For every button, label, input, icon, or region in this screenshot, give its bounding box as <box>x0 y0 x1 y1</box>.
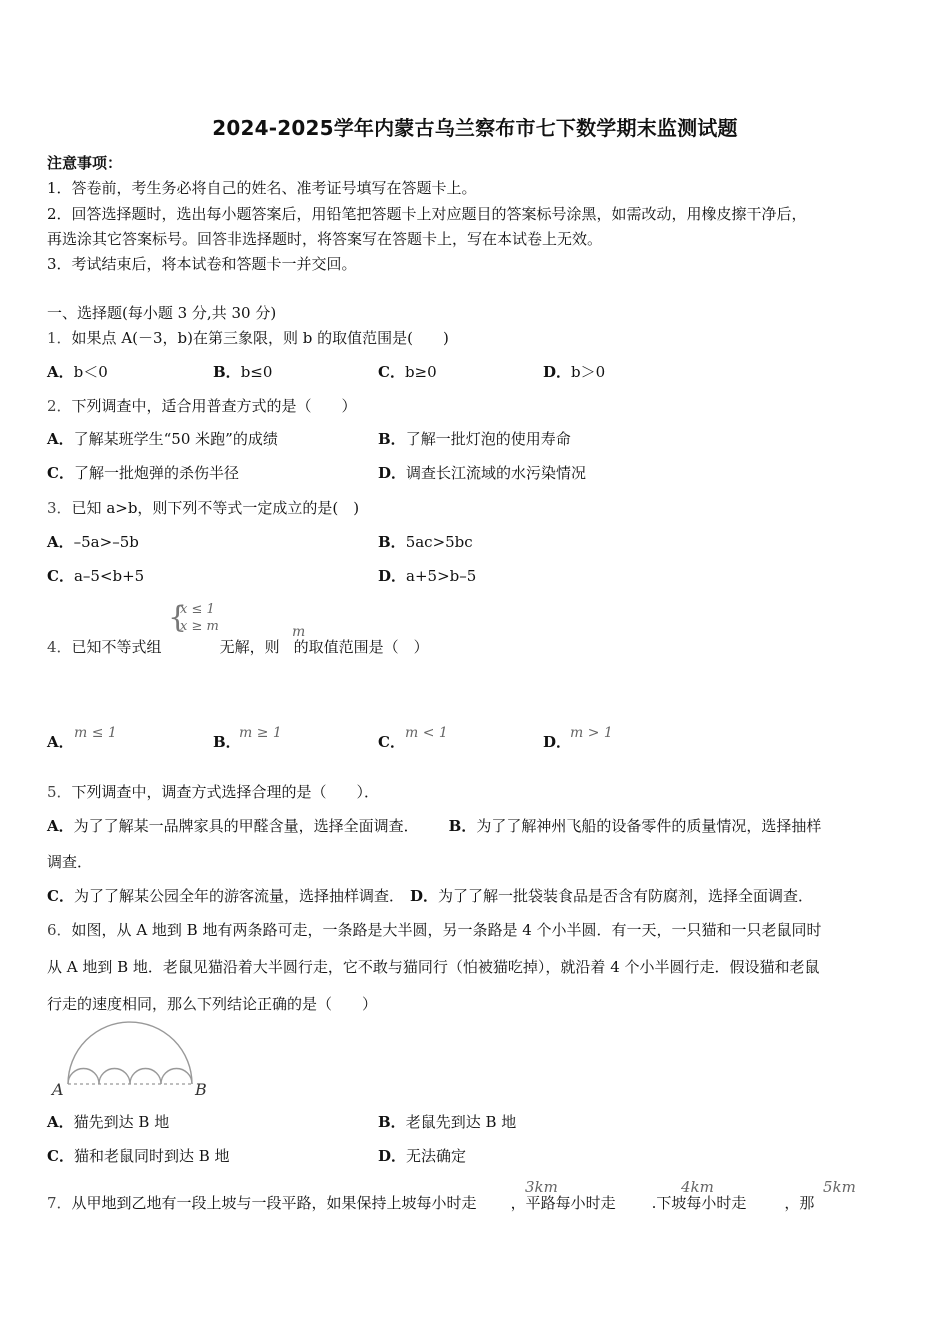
q4-option-a-math: m ≤ 1 <box>74 725 117 741</box>
q3-option-b: B．5ac>5bc <box>378 533 473 551</box>
question-6: 6．如图，从 A 地到 B 地有两条路可走，一条路是大半圆，另一条路是 4 个小半圆．有一天，一只猫和一只老鼠同时 <box>47 921 822 939</box>
q2-option-d: D．调查长江流域的水污染情况 <box>378 464 587 482</box>
point-b-label: B <box>195 1080 207 1099</box>
notice-item: 2．回答选择题时，选出每小题答案后，用铅笔把答题卡上对应题目的答案标号涂黑，如需改动，用橡皮擦干净后， <box>47 205 807 223</box>
variable-m: m <box>292 624 306 640</box>
question-stem: 如果点 A(－3，b)在第三象限，则 b 的取值范围是( ) <box>71 329 449 347</box>
q2-option-c: C．了解一批炮弹的杀伤半径 <box>47 464 239 482</box>
question-7: 7．从甲地到乙地有一段上坡与一段平路，如果保持上坡每小时走 ，平路每小时走 .下坡每小时走 ，那 <box>47 1194 815 1212</box>
brace-icon: { <box>168 600 188 635</box>
q3-option-c: C．a–5<b+5 <box>47 567 145 585</box>
speed-uphill: 3km <box>525 1178 558 1196</box>
notice-item: 再选涂其它答案标号。回答非选择题时，将答案写在答题卡上，写在本试卷上无效。 <box>47 230 603 248</box>
q2-option-a: A．了解某班学生“50 米跑”的成绩 <box>47 430 278 448</box>
q1-option-a: A．b＜0 <box>47 363 108 381</box>
question-6-line: 从 A 地到 B 地．老鼠见猫沿着大半圆行走，它不敢与猫同行（怕被猫吃掉），就沿着 4 个小半圆行走．假设猫和老鼠 <box>47 958 820 976</box>
question-1 <box>47 327 449 348</box>
q1-option-d: D．b＞0 <box>543 363 606 381</box>
q3-option-d: D．a+5>b–5 <box>378 567 477 585</box>
question-2: 2．下列调查中，适合用普查方式的是（ ） <box>47 397 357 415</box>
question-3: 3．已知 a>b，则下列不等式一定成立的是( ) <box>47 499 360 517</box>
question-5: 5．下列调查中，调查方式选择合理的是（ ）． <box>47 783 380 801</box>
point-a-label: A <box>52 1080 64 1099</box>
q6-option-b: B．老鼠先到达 B 地 <box>378 1113 517 1131</box>
question-6-line: 行走的速度相同，那么下列结论正确的是（ ） <box>47 995 378 1013</box>
semicircle-figure <box>46 1020 216 1102</box>
question-number: 1． <box>47 329 72 347</box>
q2-option-b: B．了解一批灯泡的使用寿命 <box>378 430 571 448</box>
speed-downhill: 5km <box>823 1178 856 1196</box>
q4-option-b: B． <box>213 733 241 751</box>
q5-options-cd: C．为了了解某公园全年的游客流量，选择抽样调查． D．为了了解一批袋装食品是否含有防腐剂，选择全面调查． <box>47 887 813 905</box>
q4-option-c-math: m < 1 <box>405 725 448 741</box>
q1-option-b: B．b≤0 <box>213 363 273 381</box>
q6-option-c: C．猫和老鼠同时到达 B 地 <box>47 1147 230 1165</box>
page-title: 2024-2025学年内蒙古乌兰察布市七下数学期末监测试题 <box>212 116 738 140</box>
notice-item: 3．考试结束后，将本试卷和答题卡一并交回。 <box>47 255 357 273</box>
notice-heading: 注意事项： <box>47 154 123 172</box>
q4-option-d-math: m > 1 <box>570 725 613 741</box>
section-heading: 一、选择题(每小题 3 分,共 30 分) <box>47 304 277 322</box>
question-4: 4．已知不等式组 无解，则 的取值范围是（ ） <box>47 638 429 656</box>
q6-option-d: D．无法确定 <box>378 1147 467 1165</box>
q3-option-a: A．–5a>–5b <box>47 533 139 551</box>
inequality-system: { x ≤ 1 x ≥ m <box>168 600 219 635</box>
speed-flat: 4km <box>681 1178 714 1196</box>
q4-option-c: C． <box>378 733 405 751</box>
q6-option-a: A．猫先到达 B 地 <box>47 1113 170 1131</box>
q4-option-d: D． <box>543 733 572 751</box>
q4-option-a: A． <box>47 733 74 751</box>
q4-option-b-math: m ≥ 1 <box>239 725 282 741</box>
notice-item: 1．答卷前，考生务必将自己的姓名、准考证号填写在答题卡上。 <box>47 179 477 197</box>
q5-options-ab: A．为了了解某一品牌家具的甲醛含量，选择全面调查． B．为了了解神州飞船的设备零件的质量情况，选择抽样 <box>47 817 822 835</box>
q1-option-c: C．b≥0 <box>378 363 437 381</box>
q5-option-b-cont: 调查． <box>47 853 93 871</box>
